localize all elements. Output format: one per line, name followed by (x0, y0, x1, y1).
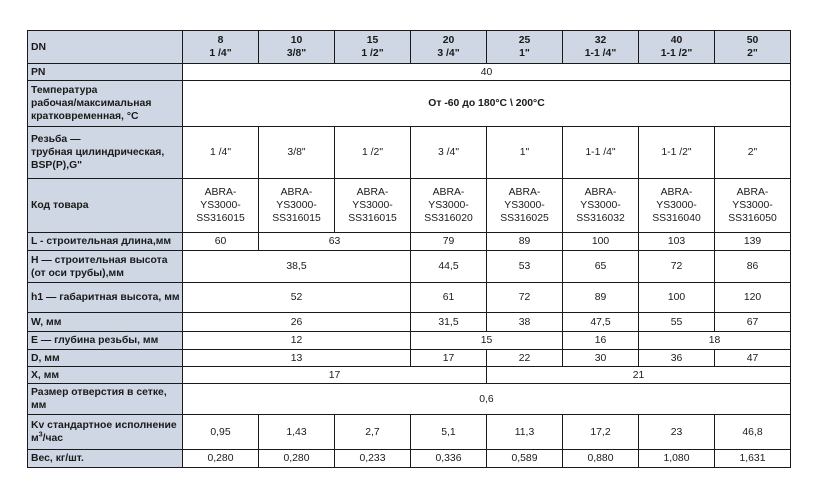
dn-col-15: 15 1 /2" (335, 31, 411, 64)
table-cell: 100 (639, 283, 715, 313)
table-cell: 100 (563, 233, 639, 251)
row-product-code (28, 179, 791, 233)
row-label: Вес, кг/шт. (28, 450, 183, 468)
table-cell: 0,280 (183, 450, 259, 468)
row-weight (28, 450, 791, 468)
dn-col-32: 32 1-1 /4" (563, 31, 639, 64)
table-cell: 17 (183, 367, 487, 384)
table-cell: 11,3 (487, 415, 563, 450)
table-cell: 22 (487, 350, 563, 367)
table-cell: 1,080 (639, 450, 715, 468)
table-cell: 72 (639, 251, 715, 283)
row-label: W, мм (28, 313, 183, 332)
table-cell: 79 (411, 233, 487, 251)
table-cell: 0,336 (411, 450, 487, 468)
row-label: Размер отверстия в сетке, мм (28, 384, 183, 415)
row-label: X, мм (28, 367, 183, 384)
table-cell: 23 (639, 415, 715, 450)
table-cell: 0,6 (183, 384, 791, 415)
table-cell: 67 (715, 313, 791, 332)
table-cell: 86 (715, 251, 791, 283)
row-label: E — глубина резьбы, мм (28, 332, 183, 350)
table-cell: 40 (183, 64, 791, 81)
row-length (28, 233, 791, 251)
table-cell: 0,280 (259, 450, 335, 468)
table-cell: 18 (639, 332, 791, 350)
table-cell: 15 (411, 332, 563, 350)
table-cell: 47,5 (563, 313, 639, 332)
row-x (28, 367, 791, 384)
table-cell: 89 (563, 283, 639, 313)
spec-table (27, 30, 791, 468)
table-cell: 1 /4" (183, 127, 259, 179)
table-cell: 46,8 (715, 415, 791, 450)
table-cell: 55 (639, 313, 715, 332)
table-cell: 5,1 (411, 415, 487, 450)
table-cell: 53 (487, 251, 563, 283)
row-label: H — строительная высота (от оси трубы),мм (28, 251, 183, 283)
dn-col-10: 10 3/8" (259, 31, 335, 64)
dn-col-20: 20 3 /4" (411, 31, 487, 64)
table-cell: ABRA-YS3000- SS316050 (715, 179, 791, 233)
table-cell: 31,5 (411, 313, 487, 332)
table-cell: ABRA-YS3000- SS316020 (411, 179, 487, 233)
table-cell: 3/8" (259, 127, 335, 179)
table-cell: 0,880 (563, 450, 639, 468)
table-cell: 60 (183, 233, 259, 251)
row-mesh (28, 384, 791, 415)
table-cell: 89 (487, 233, 563, 251)
row-h1 (28, 283, 791, 313)
table-cell: ABRA-YS3000- SS316040 (639, 179, 715, 233)
row-w (28, 313, 791, 332)
row-e (28, 332, 791, 350)
table-cell: 1,631 (715, 450, 791, 468)
table-cell: 61 (411, 283, 487, 313)
table-cell: 44,5 (411, 251, 487, 283)
row-label: PN (28, 64, 183, 81)
dn-col-50: 50 2" (715, 31, 791, 64)
table-cell: 13 (183, 350, 411, 367)
dn-col-40: 40 1-1 /2" (639, 31, 715, 64)
table-cell: 26 (183, 313, 411, 332)
table-cell: 1-1 /4" (563, 127, 639, 179)
row-temperature (28, 81, 791, 127)
row-label: D, мм (28, 350, 183, 367)
table-cell: От -60 до 180°С \ 200°С (183, 81, 791, 127)
row-d (28, 350, 791, 367)
table-cell: 12 (183, 332, 411, 350)
table-cell: 1,43 (259, 415, 335, 450)
table-cell: 120 (715, 283, 791, 313)
table-cell: 63 (259, 233, 411, 251)
row-kv (28, 415, 791, 450)
table-cell: 47 (715, 350, 791, 367)
table-cell: 2,7 (335, 415, 411, 450)
table-cell: ABRA-YS3000- SS316015 (335, 179, 411, 233)
table-cell: 30 (563, 350, 639, 367)
table-cell: 0,589 (487, 450, 563, 468)
table-cell: ABRA-YS3000- SS316015 (259, 179, 335, 233)
row-label: L - строительная длина,мм (28, 233, 183, 251)
row-label: Kv стандартное исполнение $м^3$/час (28, 415, 183, 450)
row-label: Код товара (28, 179, 183, 233)
table-cell: 36 (639, 350, 715, 367)
dn-col-25: 25 1" (487, 31, 563, 64)
row-label: Резьба — трубная цилиндрическая, BSP(P),G" (28, 127, 183, 179)
table-cell: 52 (183, 283, 411, 313)
table-cell: 16 (563, 332, 639, 350)
table-cell: 21 (487, 367, 791, 384)
table-cell: 0,233 (335, 450, 411, 468)
table-cell: 17 (411, 350, 487, 367)
row-thread (28, 127, 791, 179)
table-cell: 1-1 /2" (639, 127, 715, 179)
table-cell: 0,95 (183, 415, 259, 450)
dn-label: DN (28, 31, 183, 64)
table-cell: 38,5 (183, 251, 411, 283)
table-cell: 72 (487, 283, 563, 313)
dn-col-8: 8 1 /4" (183, 31, 259, 64)
table-cell: 38 (487, 313, 563, 332)
header-row (28, 31, 791, 64)
row-pn (28, 64, 791, 81)
row-label: Температура рабочая/максимальная кратковременная, °С (28, 81, 183, 127)
row-label: h1 — габаритная высота, мм (28, 283, 183, 313)
table-cell: 3 /4" (411, 127, 487, 179)
table-cell: 17,2 (563, 415, 639, 450)
table-cell: 103 (639, 233, 715, 251)
table-cell: ABRA-YS3000- SS316032 (563, 179, 639, 233)
table-cell: 2" (715, 127, 791, 179)
table-cell: ABRA-YS3000- SS316015 (183, 179, 259, 233)
table-cell: 1 /2" (335, 127, 411, 179)
table-cell: ABRA-YS3000- SS316025 (487, 179, 563, 233)
table-cell: 139 (715, 233, 791, 251)
row-height (28, 251, 791, 283)
table-cell: 65 (563, 251, 639, 283)
table-cell: 1" (487, 127, 563, 179)
